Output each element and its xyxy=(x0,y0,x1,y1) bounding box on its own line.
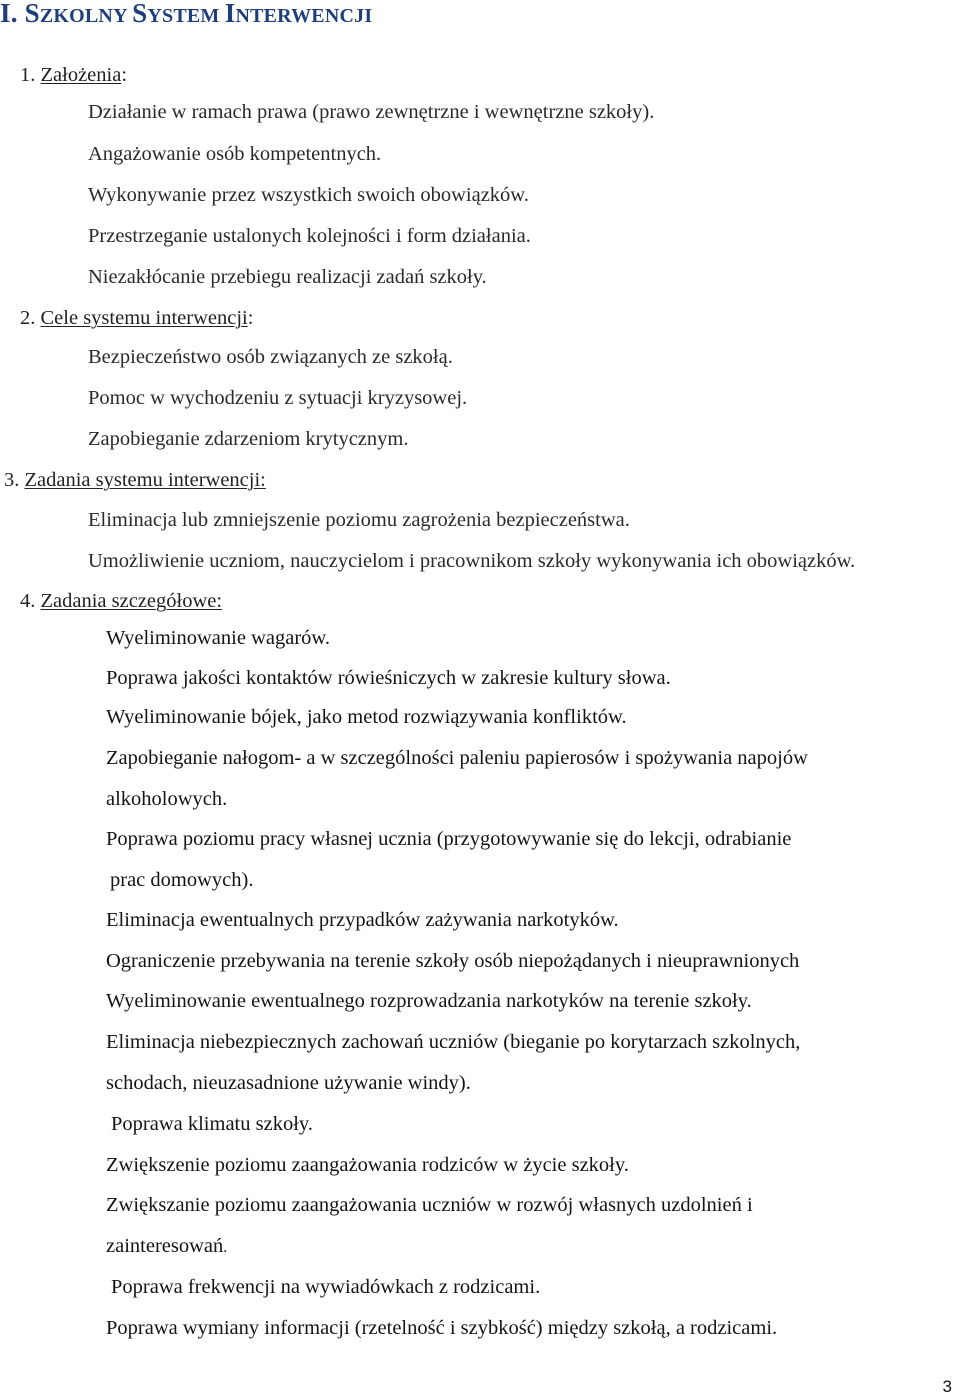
list-item: Przestrzeganie ustalonych kolejności i form działania. xyxy=(88,225,531,247)
page-number: 3 xyxy=(942,1377,952,1396)
list-item: Pomoc w wychodzeniu z sytuacji kryzysowej. xyxy=(88,387,468,409)
list-item: Działanie w ramach prawa (prawo zewnętrzne i wewnętrzne szkoły). xyxy=(88,101,655,123)
list-item: Poprawa frekwencji na wywiadówkach z rodzicami. xyxy=(111,1276,541,1298)
list-item: Eliminacja niebezpiecznych zachowań uczniów (bieganie po korytarzach szkolnych, xyxy=(106,1031,801,1053)
list-item: Angażowanie osób kompetentnych. xyxy=(88,143,382,165)
list-item: Wyeliminowanie bójek, jako metod rozwiązywania konfliktów. xyxy=(106,706,627,728)
list-item: schodach, nieuzasadnione używanie windy). xyxy=(106,1072,471,1094)
document-title: I. SZKOLNY SYSTEM INTERWENCJI xyxy=(0,0,373,28)
list-item: Eliminacja lub zmniejszenie poziomu zagrożenia bezpieczeństwa. xyxy=(88,509,630,531)
list-item: Ograniczenie przebywania na terenie szkoły osób niepożądanych i nieuprawnionych xyxy=(106,950,800,972)
section-heading-4: 4. Zadania szczegółowe: xyxy=(20,590,223,612)
section-heading-1: 1. Założenia: xyxy=(20,64,128,86)
list-item: Poprawa klimatu szkoły. xyxy=(111,1113,313,1135)
list-item: Wyeliminowanie wagarów. xyxy=(106,627,330,649)
list-item: Eliminacja ewentualnych przypadków zażywania narkotyków. xyxy=(106,909,619,931)
list-item: zainteresowań. xyxy=(106,1235,228,1257)
list-item: Zapobieganie nałogom- a w szczególności paleniu papierosów i spożywania napojów xyxy=(106,747,808,769)
list-item: Bezpieczeństwo osób związanych ze szkołą. xyxy=(88,346,453,368)
list-item: Poprawa wymiany informacji (rzetelność i szybkość) między szkołą, a rodzicami. xyxy=(106,1317,778,1339)
list-item: alkoholowych. xyxy=(106,788,228,810)
list-item: Zwiększanie poziomu zaangażowania uczniów w rozwój własnych uzdolnień i xyxy=(106,1194,753,1216)
list-item: Poprawa jakości kontaktów rówieśniczych w zakresie kultury słowa. xyxy=(106,667,671,689)
list-item: Wyeliminowanie ewentualnego rozprowadzania narkotyków na terenie szkoły. xyxy=(106,990,752,1012)
section-heading-2: 2. Cele systemu interwencji: xyxy=(20,307,254,329)
list-item: Umożliwienie uczniom, nauczycielom i pracownikom szkoły wykonywania ich obowiązków. xyxy=(88,550,856,572)
section-heading-3: 3. Zadania systemu interwencji: xyxy=(4,469,266,491)
list-item: Wykonywanie przez wszystkich swoich obowiązków. xyxy=(88,184,529,206)
list-item: prac domowych). xyxy=(110,869,254,891)
list-item: Poprawa poziomu pracy własnej ucznia (przygotowywanie się do lekcji, odrabianie xyxy=(106,828,792,850)
list-item: Niezakłócanie przebiegu realizacji zadań szkoły. xyxy=(88,266,487,288)
list-item: Zwiększenie poziomu zaangażowania rodziców w życie szkoły. xyxy=(106,1154,629,1176)
list-item: Zapobieganie zdarzeniom krytycznym. xyxy=(88,428,409,450)
